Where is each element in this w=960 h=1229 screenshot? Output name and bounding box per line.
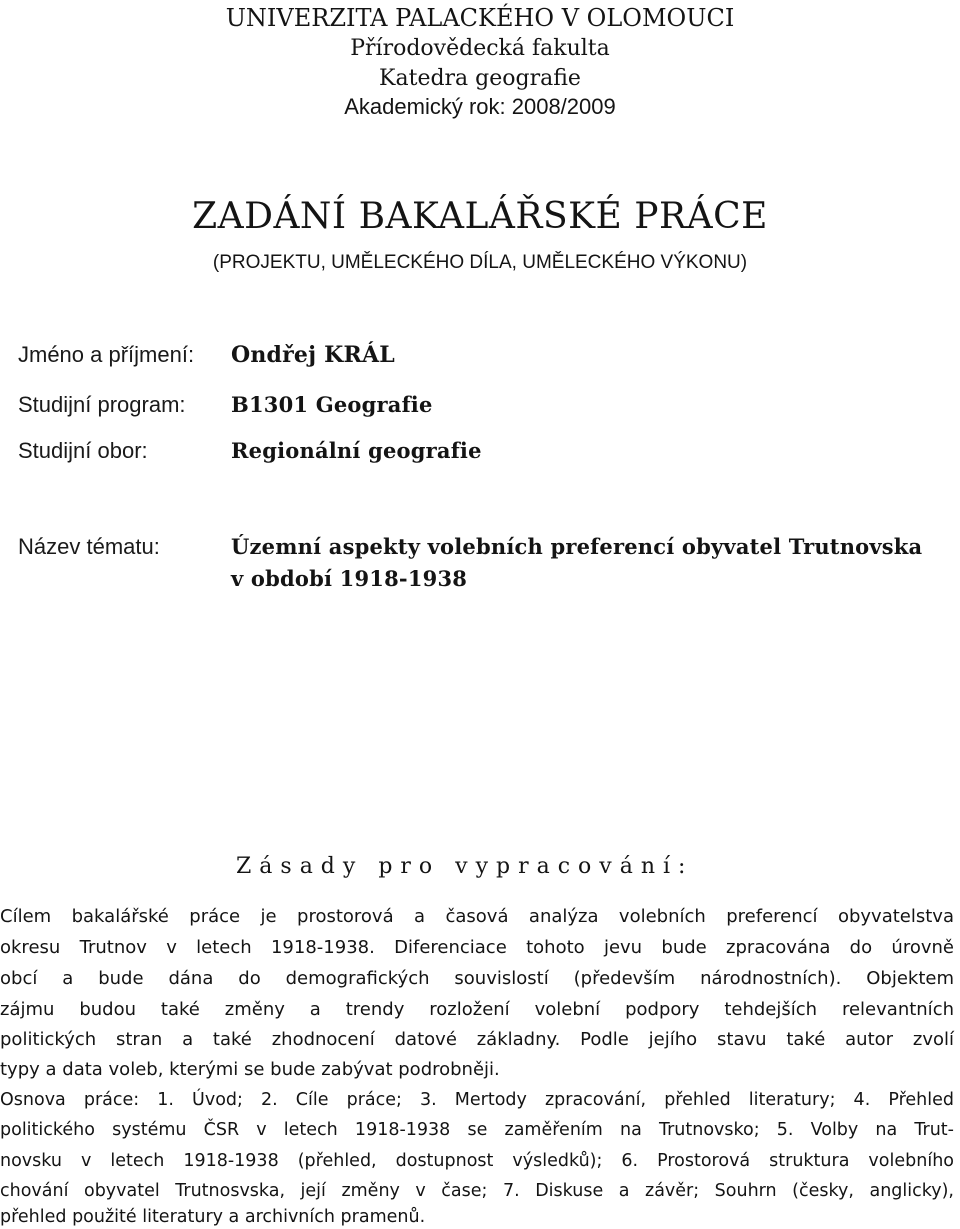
university-name: UNIVERZITA PALACKÉHO V OLOMOUCI [225, 4, 735, 32]
guidelines-line: přehled použité literatury a archivních pramenů. [0, 1207, 426, 1227]
guidelines-line: zájmu budou také změny a trendy rozložení volební podpory tehdejších relevantních [0, 999, 954, 1020]
topic-line-2: v období 1918-1938 [231, 566, 468, 591]
program-label: Studijní program: [18, 392, 186, 417]
topic-line-1: Územní aspekty volebních preferencí obyvatel Trutnovska [231, 534, 923, 559]
field-label: Studijní obor: [18, 438, 148, 463]
name-value: Ondřej KRÁL [231, 342, 395, 368]
field-value: Regionální geografie [231, 438, 482, 463]
guidelines-line: chování obyvatel Trutnosvska, její změny v čase; 7. Diskuse a závěr; Souhrn (česky, anglicky), [0, 1181, 954, 1201]
faculty-name: Přírodovědecká fakulta [350, 36, 610, 61]
name-label: Jméno a příjmení: [18, 342, 195, 367]
guidelines-line: politického systému ČSR v letech 1918-1938 se zaměřením na Trutnovsko; 5. Volby na Trut- [0, 1120, 954, 1140]
program-value: B1301 Geografie [231, 392, 433, 417]
guidelines-line: typy a data voleb, kterými se bude zabývat podrobněji. [0, 1059, 500, 1080]
guidelines-line: Cílem bakalářské práce je prostorová a časová analýza volebních preferencí obyvatelstva [0, 906, 954, 927]
guidelines-line: novsku v letech 1918-1938 (přehled, dostupnost výsledků); 6. Prostorová struktura volebního [0, 1151, 954, 1171]
topic-label: Název tématu: [18, 534, 160, 559]
guidelines-line: Osnova práce: 1. Úvod; 2. Cíle práce; 3. Mertody zpracování, přehled literatury; 4. Přehled [0, 1090, 954, 1110]
guidelines-line: obcí a bude dána do demografických souvislostí (především národnostních). Objektem [0, 968, 954, 989]
document-subtitle: (PROJEKTU, UMĚLECKÉHO DÍLA, UMĚLECKÉHO VÝKONU) [212, 252, 748, 273]
guidelines-line: politických stran a také zhodnocení datové základny. Podle jejího stavu také autor zvolí [0, 1029, 954, 1050]
academic-year: Akademický rok: 2008/2009 [344, 94, 616, 119]
guidelines-line: okresu Trutnov v letech 1918-1938. Diferenciace tohoto jevu bude zpracována do úrovně [0, 937, 954, 958]
document-title: ZADÁNÍ BAKALÁŘSKÉ PRÁCE [192, 196, 768, 237]
guidelines-heading: Zásady pro vypracování: [236, 854, 694, 879]
department-name: Katedra geografie [379, 66, 581, 91]
